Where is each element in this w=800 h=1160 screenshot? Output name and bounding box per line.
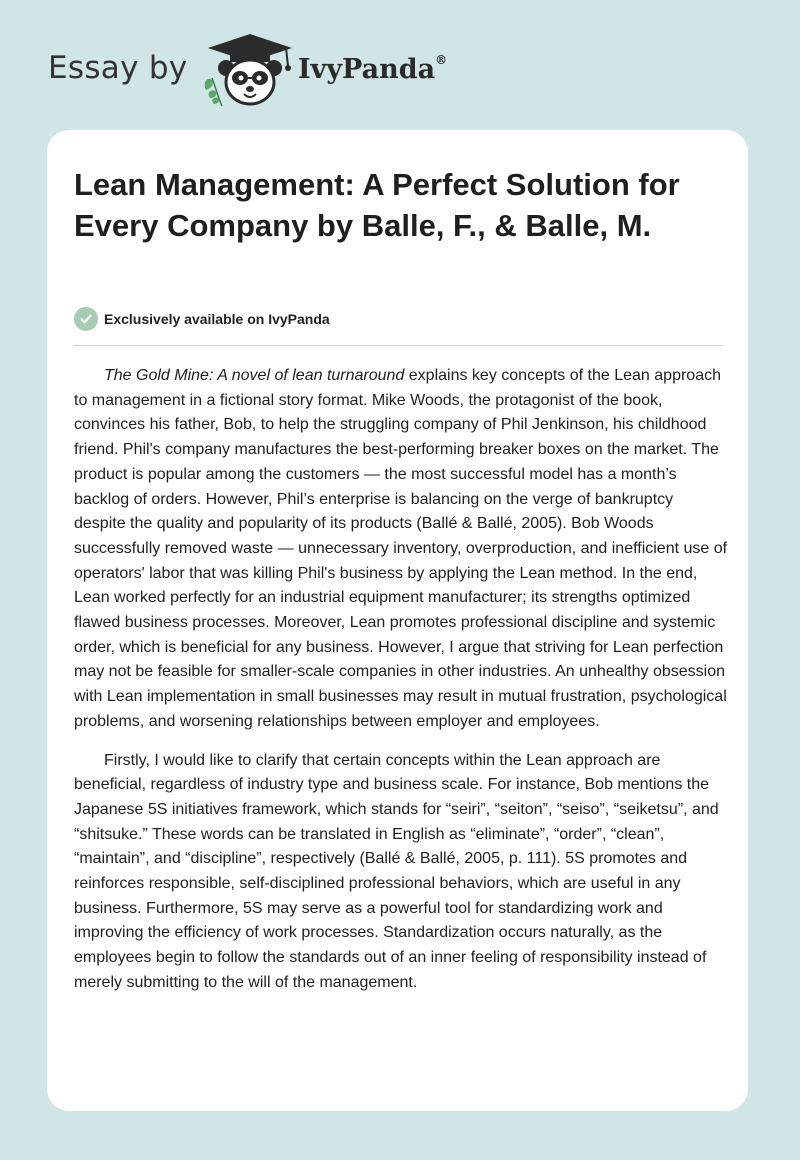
panda-graduate-icon xyxy=(200,32,296,110)
brand-logo-text[interactable]: IvyPanda® xyxy=(298,53,448,85)
badge-label: Exclusively available on IvyPanda xyxy=(104,311,330,327)
paragraph-text: explains key concepts of the Lean approach to management in a fictional story format. Mike Woods, the protagonist of the book, convinces his father, Bob, to help the struggling company of Phil Jenkinson, his childhood friend. Phil's company manufactures the best-performing breaker boxes on the market. The product is popular among the customers — the most successful model has a month’s backlog of orders. However, Phil’s enterprise is balancing on the verge of bankruptcy despite the quality and popularity of its products (Ballé & Ballé, 2005). Bob Woods successfully removed waste — unnecessary inventory, overproduction, and inefficient use of operators' labor that was killing Phil's business by applying the Lean method. In the end, Lean worked perfectly for an industrial equipment manufacturer; its strengths optimized flawed business processes. Moreover, Lean promotes professional discipline and systemic order, which is beneficial for any business. However, I argue that striving for Lean perfection may not be feasible for smaller-scale companies in other industries. An unhealthy obsession with Lean implementation in small businesses may result in mutual frustration, psychological problems, and worsening relationships between employer and employees. xyxy=(74,367,728,730)
essay-body xyxy=(74,364,729,1010)
essay-card xyxy=(47,130,748,1111)
paragraph-text: Firstly, I would like to clarify that certain concepts within the Lean approach are beneficial, regardless of industry type and business scale. For instance, Bob mentions the Japanese 5S initiatives framework, which stands for “seiri”, “seiton”, “seiso”, “seiketsu”, and “shitsuke.” These words can be translated in English as “eliminate”, “order”, “clean”, “maintain”, and “discipline”, respectively (Ballé & Ballé, 2005, p. 111). 5S promotes and reinforces responsible, self-disciplined professional behaviors, which are useful in any business. Furthermore, 5S may serve as a powerful tool for standardizing work and improving the efficiency of work processes. Standardization occurs naturally, as the employees begin to follow the standards out of an inner feeling of responsibility instead of merely submitting to the will of the management. xyxy=(74,751,719,991)
divider xyxy=(74,345,723,346)
paragraph xyxy=(74,364,729,735)
essay-title: Lean Management: A Perfect Solution for Every Company by Balle, F., & Balle, M. xyxy=(74,167,680,243)
site-header xyxy=(0,0,800,130)
check-circle-icon xyxy=(74,307,98,331)
book-title: The Gold Mine: A novel of lean turnaround xyxy=(104,367,405,384)
brand-prefix: Essay by xyxy=(48,50,188,86)
paragraph xyxy=(74,749,729,996)
availability-badge xyxy=(74,306,330,332)
